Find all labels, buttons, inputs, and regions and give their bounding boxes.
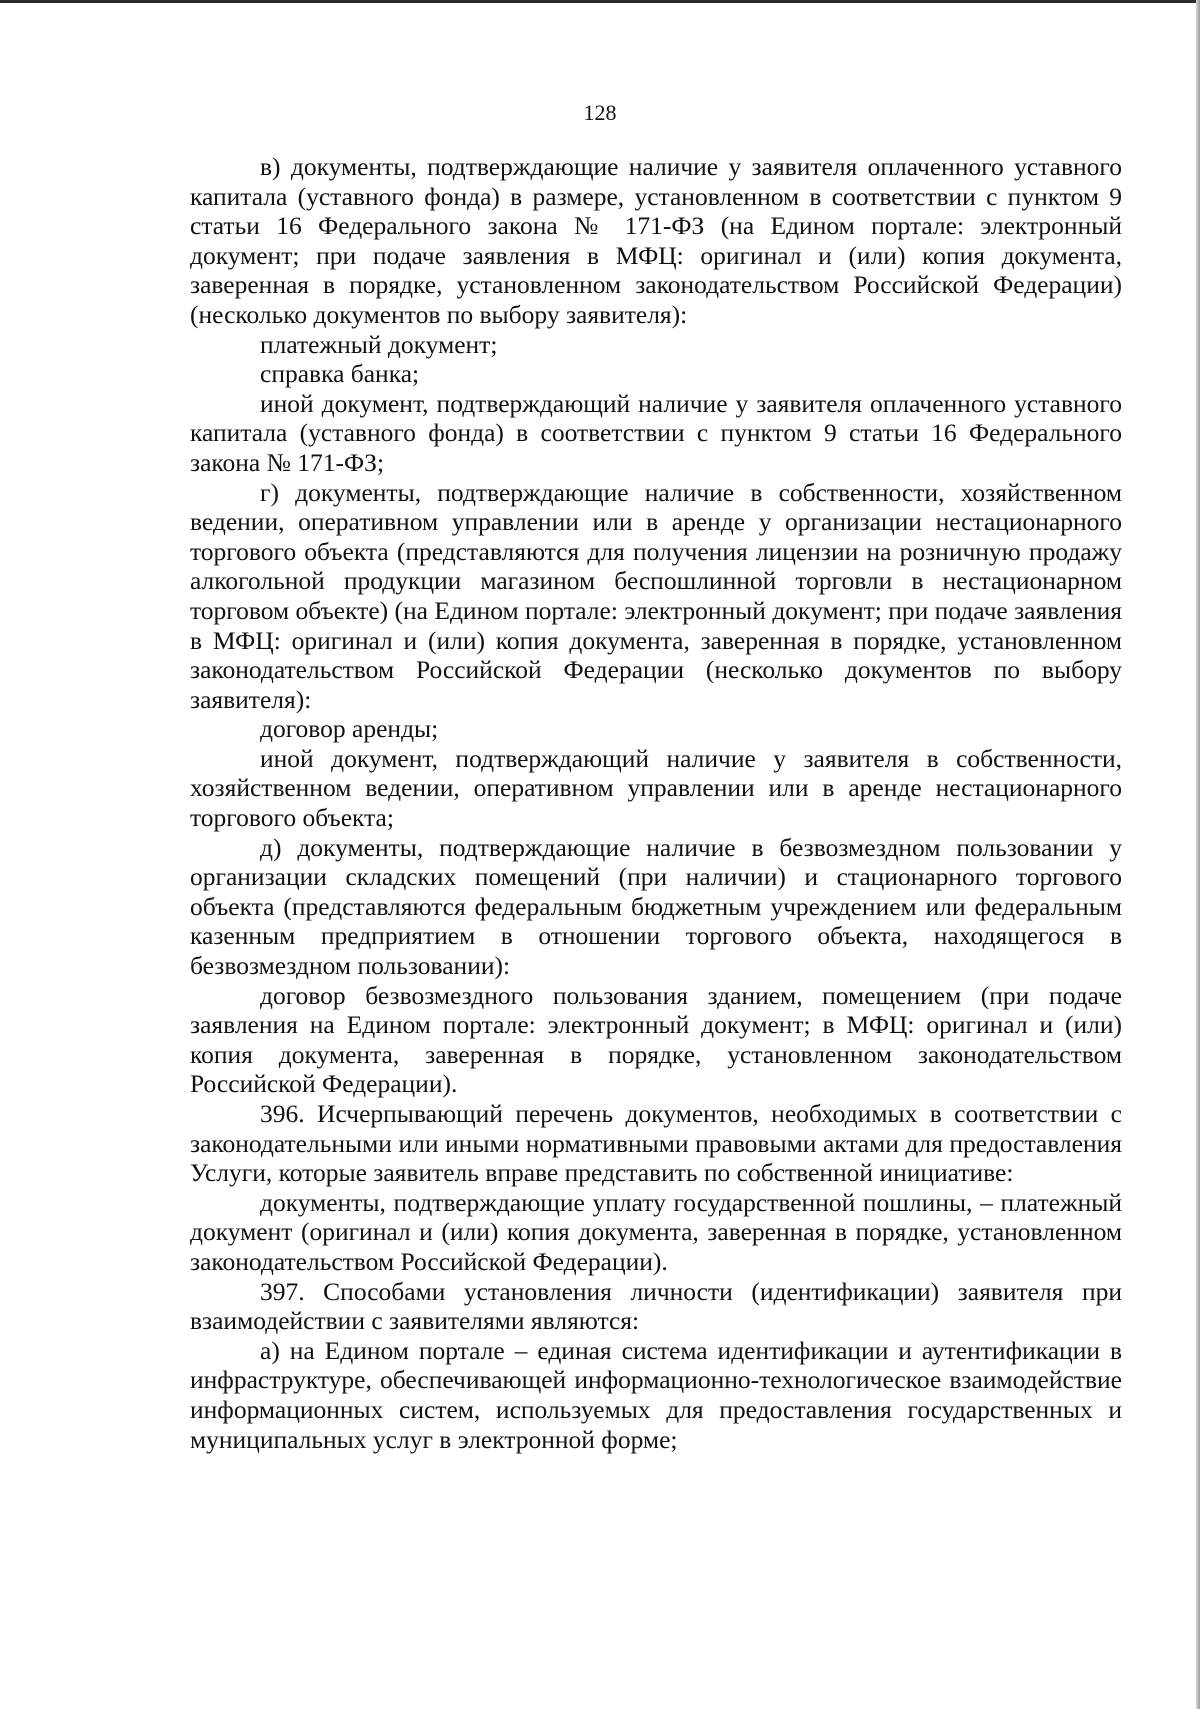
- paragraph-v-documents: в) документы, подтверждающие наличие у заявителя оплаченного уставного капитала (уставного фонда) в размере, установленном в соответствии с пунктом 9 статьи 16 Федерального закона № 171-ФЗ (на Едином портале: электронный документ; при подаче заявления в МФЦ: оригинал и (или) копия документа, заверенная в порядке, установленном законодательством Российской Федерации) (несколько документов по выбору заявителя):: [190, 152, 1122, 329]
- scan-border-top: [0, 0, 1200, 3]
- paragraph-a-unified-portal: а) на Едином портале – единая система идентификации и аутентификации в инфраструктуре, обеспечивающей информационно-технологическое взаимодействие информационных систем, используемых для предоставления государственных и муниципальных услуг в электронной форме;: [190, 1335, 1122, 1454]
- list-item-bank-certificate: справка банка;: [260, 359, 420, 389]
- list-item-other-document: иной документ, подтверждающий наличие у заявителя оплаченного уставного капитала (уставного фонда) в соответствии с пунктом 9 статьи 16 Федерального закона № 171-ФЗ;: [190, 388, 1122, 477]
- paragraph-397: 397. Способами установления личности (идентификации) заявителя при взаимодействии с заявителями являются:: [190, 1276, 1122, 1336]
- list-item-state-fee-documents: документы, подтверждающие уплату государственной пошлины, – платежный документ (оригинал и (или) копия документа, заверенная в порядке, установленном законодательством Российской Федерации).: [190, 1187, 1122, 1276]
- paragraph-g-documents: г) документы, подтверждающие наличие в собственности, хозяйственном ведении, оперативном управлении или в аренде у организации нестационарного торгового объекта (представляются для получения лицензии на розничную продажу алкогольной продукции магазином беспошлинной торговли в нестационарном торговом объекте) (на Едином портале: электронный документ; при подаче заявления в МФЦ: оригинал и (или) копия документа, заверенная в порядке, установленном законодательством Российской Федерации (несколько документов по выбору заявителя):: [190, 477, 1122, 714]
- scan-border-right: [1196, 0, 1200, 1709]
- paragraph-d-documents: д) документы, подтверждающие наличие в безвозмездном пользовании у организации складских помещений (при наличии) и стационарного торгового объекта (представляются федеральным бюджетным учреждением или федеральным казенным предприятием в отношении торгового объекта, находящегося в безвозмездном пользовании):: [190, 832, 1122, 981]
- document-body: [190, 152, 1122, 1454]
- page-number: 128: [583, 100, 617, 125]
- list-item-lease-agreement: договор аренды;: [260, 714, 439, 744]
- list-item-free-use-agreement: договор безвозмездного пользования зданием, помещением (при подаче заявления на Едином портале: электронный документ; в МФЦ: оригинал и (или) копия документа, заверенная в порядке, установленном законодательством Российской Федерации).: [190, 980, 1122, 1099]
- list-item-other-ownership-document: иной документ, подтверждающий наличие у заявителя в собственности, хозяйственном ведении, оперативном управлении или в аренде нестационарного торгового объекта;: [190, 743, 1122, 833]
- paragraph-396: 396. Исчерпывающий перечень документов, необходимых в соответствии с законодательными или иными нормативными правовыми актами для предоставления Услуги, которые заявитель вправе представить по собственной инициативе:: [190, 1099, 1122, 1188]
- list-item-payment-document: платежный документ;: [260, 329, 498, 359]
